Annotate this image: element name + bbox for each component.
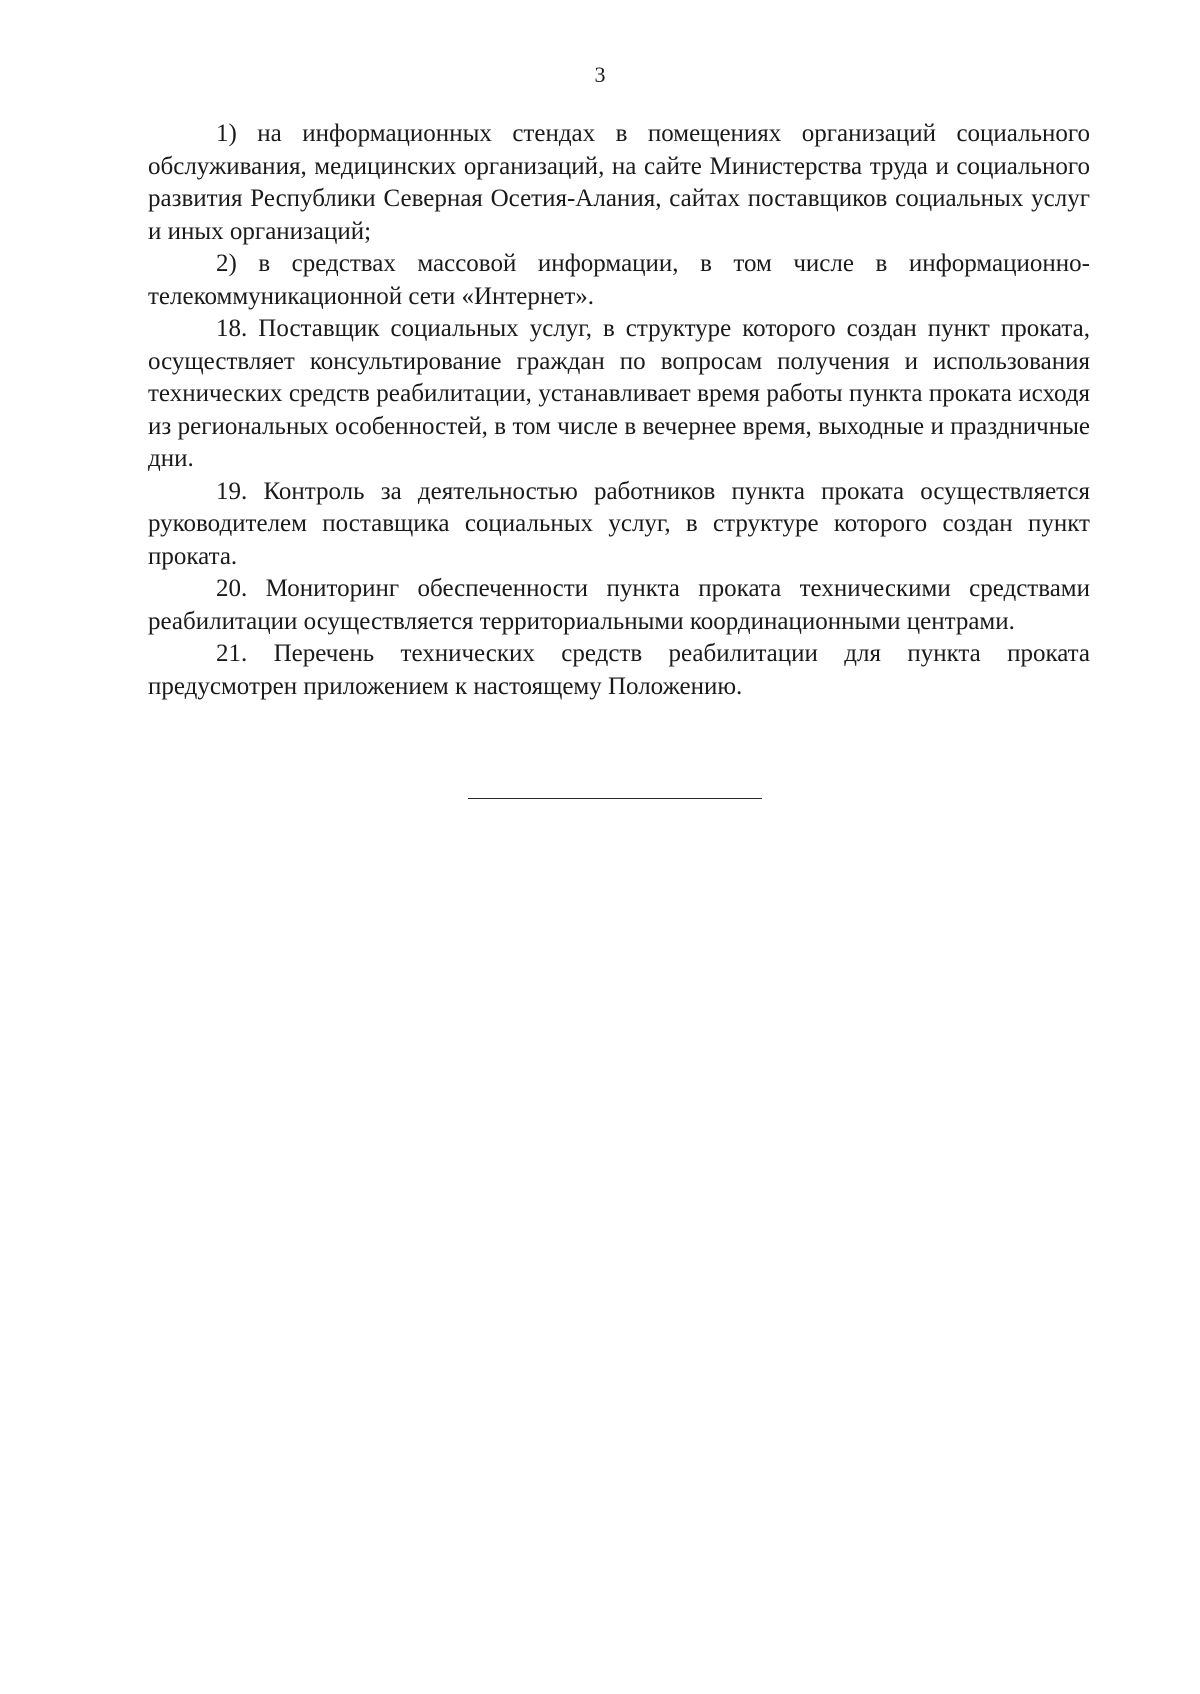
document-body (148, 118, 1090, 703)
paragraph-item-2: 2) в средствах массовой информации, в том числе в информационно-телекоммуникационной сети «Интернет». (148, 250, 1090, 310)
end-of-document-rule (468, 798, 762, 799)
paragraph-item-1: 1) на информационных стендах в помещениях организаций социального обслуживания, медицинских организаций, на сайте Министерства труда и социального развития Республики Северная Осетия-Алания, сайтах поставщиков социальных услуг и иных организаций; (148, 120, 1090, 245)
page-number: 3 (594, 62, 606, 87)
paragraph-20: 20. Мониторинг обеспеченности пункта проката техническими средствами реабилитации осуществляется территориальными координационными центрами. (148, 575, 1090, 635)
paragraph-18: 18. Поставщик социальных услуг, в структуре которого создан пункт проката, осуществляет консультирование граждан по вопросам получения и использования технических средств реабилитации, устанавливает время работы пункта проката исходя из региональных особенностей, в том числе в вечернее время, выходные и праздничные дни. (148, 315, 1090, 472)
paragraph-21: 21. Перечень технических средств реабилитации для пункта проката предусмотрен приложением к настоящему Положению. (148, 640, 1090, 700)
paragraph-19: 19. Контроль за деятельностью работников пункта проката осуществляется руководителем поставщика социальных услуг, в структуре которого создан пункт проката. (148, 477, 1090, 570)
